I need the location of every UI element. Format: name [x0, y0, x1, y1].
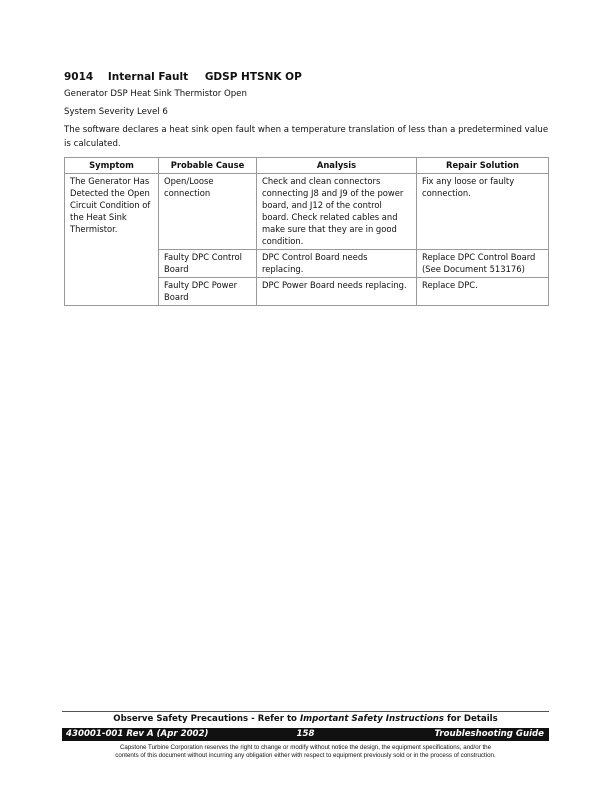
- severity-level: System Severity Level 6: [64, 107, 168, 117]
- cause-cell: Faulty DPC Power Board: [159, 278, 257, 306]
- fault-title: Internal Fault: [107, 71, 189, 83]
- header-repair-solution: Repair Solution: [417, 158, 549, 174]
- solution-cell: Replace DPC Control Board (See Document 513176): [417, 250, 549, 278]
- footer-bar: [62, 728, 549, 741]
- disclaimer-line: Capstone Turbine Corporation reserves the right to change or modify without notice the design, the equipment specifications, and/or the: [119, 744, 492, 751]
- document-number: 430001-001 Rev A (Apr 2002): [66, 728, 209, 739]
- safety-suffix: for Details: [443, 714, 498, 724]
- safety-notice: [62, 714, 549, 724]
- header-analysis: Analysis: [257, 158, 417, 174]
- page-number: 158: [296, 728, 315, 739]
- analysis-cell: DPC Power Board needs replacing.: [257, 278, 417, 306]
- section-heading: [64, 71, 302, 83]
- safety-prefix: Observe Safety Precautions - Refer to: [113, 714, 300, 724]
- disclaimer-line: contents of this document without incurring any obligation either with respect to equipment previously sold or in the process of construction.: [115, 752, 496, 760]
- fault-code: 9014: [64, 71, 94, 83]
- troubleshooting-table: [64, 157, 549, 306]
- safety-instructions-reference: Important Safety Instructions: [299, 714, 444, 724]
- analysis-cell: DPC Control Board needs replacing.: [257, 250, 417, 278]
- header-probable-cause: Probable Cause: [159, 158, 257, 174]
- fault-subtitle: Generator DSP Heat Sink Thermistor Open: [64, 89, 247, 99]
- symptom-cell: The Generator Has Detected the Open Circuit Condition of the Heat Sink Thermistor.: [65, 174, 159, 306]
- fault-description: The software declares a heat sink open fault when a temperature translation of less than a predetermined value is calculated.: [64, 125, 549, 149]
- guide-title: Troubleshooting Guide: [434, 728, 544, 739]
- footer-divider: [62, 711, 549, 712]
- cause-cell: Faulty DPC Control Board: [159, 250, 257, 278]
- analysis-cell: Check and clean connectors connecting J8 and J9 of the power board, and J12 of the control board. Check related cables and make sure that they are in good condition.: [257, 174, 417, 250]
- disclaimer: [62, 744, 549, 761]
- table-row: [65, 174, 549, 250]
- solution-cell: Fix any loose or faulty connection.: [417, 174, 549, 250]
- fault-name: GDSP HTSNK OP: [204, 71, 302, 83]
- header-symptom: Symptom: [65, 158, 159, 174]
- cause-cell: Open/Loose connection: [159, 174, 257, 250]
- solution-cell: Replace DPC.: [417, 278, 549, 306]
- table-header-row: [65, 158, 549, 174]
